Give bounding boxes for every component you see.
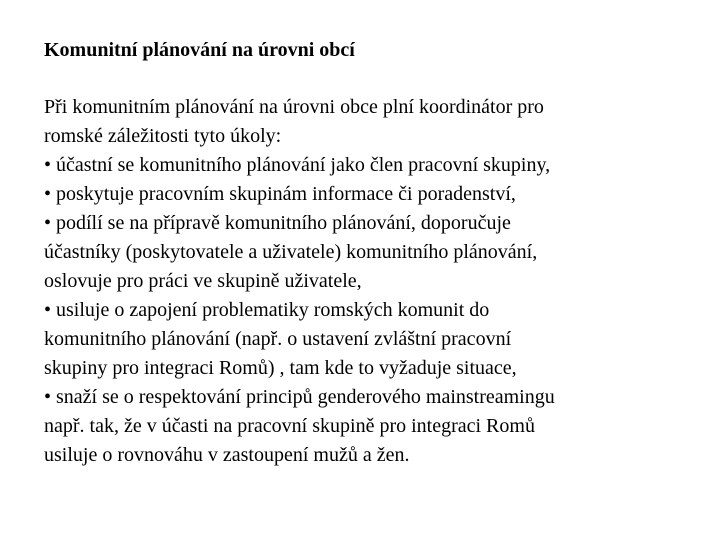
bullet-line: • snaží se o respektování principů genderového mainstreamingu	[44, 386, 555, 408]
body-line: romské záležitosti tyto úkoly:	[44, 125, 282, 147]
bullet-line: • usiluje o zapojení problematiky romských komunit do	[44, 299, 490, 321]
body-line: Při komunitním plánování na úrovni obce plní koordinátor pro	[44, 96, 544, 118]
bullet-line: • poskytuje pracovním skupinám informace či poradenství,	[44, 183, 516, 205]
body-line: účastníky (poskytovatele a uživatele) komunitního plánování,	[44, 241, 538, 263]
bullet-line: • podílí se na přípravě komunitního plánování, doporučuje	[44, 212, 511, 234]
slide-body-text	[44, 93, 704, 470]
body-line: např. tak, že v účasti na pracovní skupině pro integraci Romů	[44, 415, 535, 437]
body-line: komunitního plánování (např. o ustavení zvláštní pracovní	[44, 328, 512, 350]
slide-title: Komunitní plánování na úrovni obcí	[44, 39, 355, 61]
bullet-line: • účastní se komunitního plánování jako člen pracovní skupiny,	[44, 154, 551, 176]
body-line: usiluje o rovnováhu v zastoupení mužů a žen.	[44, 444, 410, 466]
body-line: oslovuje pro práci ve skupině uživatele,	[44, 270, 362, 292]
body-line: skupiny pro integraci Romů) , tam kde to vyžaduje situace,	[44, 357, 517, 379]
